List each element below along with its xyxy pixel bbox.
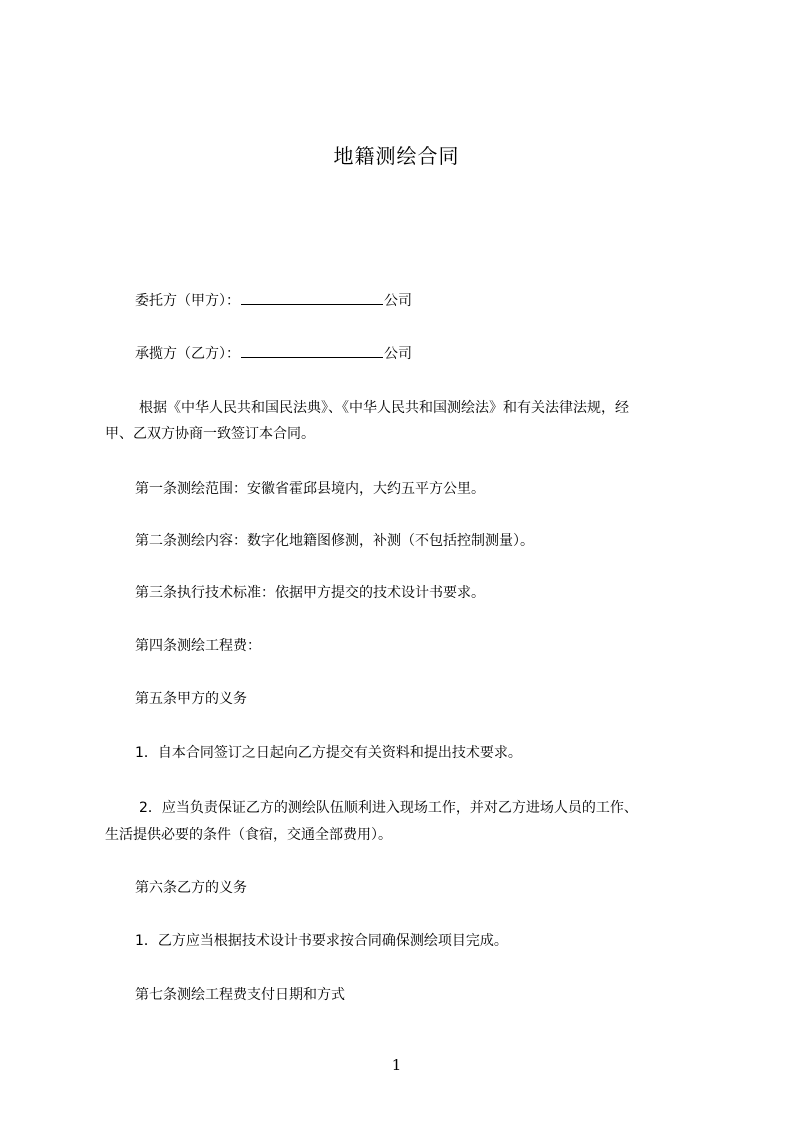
article-1: 第一条测绘范围：安徽省霍邱县境内，大约五平方公里。	[135, 481, 485, 497]
article-3: 第三条执行技术标准：依据甲方提交的技术设计书要求。	[135, 585, 485, 601]
article-2: 第二条测绘内容：数字化地籍图修测，补测（不包括控制测量）。	[135, 533, 534, 549]
article-5-item-1: 1．自本合同签订之日起向乙方提交有关资料和提出技术要求。	[135, 745, 522, 761]
article-5-item-2-line-2: 生活提供必要的条件（食宿，交通全部费用）。	[105, 827, 392, 843]
article-5-item-2-line-1: 2．应当负责保证乙方的测绘队伍顺利进入现场工作，并对乙方进场人员的工作、	[139, 800, 638, 816]
preamble-line-1: 根据《中华人民共和国民法典》、《中华人民共和国测绘法》和有关法律法规，经	[139, 400, 629, 416]
document-title: 地籍测绘合同	[333, 144, 460, 168]
party-a-label: 委托方（甲方）：	[135, 293, 240, 309]
article-6-item-1: 1．乙方应当根据技术设计书要求按合同确保测绘项目完成。	[135, 933, 508, 949]
party-b-blank	[241, 344, 383, 358]
article-4: 第四条测绘工程费：	[135, 638, 261, 654]
article-5: 第五条甲方的义务	[135, 691, 247, 707]
party-a-blank	[241, 291, 383, 305]
article-6: 第六条乙方的义务	[135, 880, 247, 896]
page-number: 1	[391, 1056, 402, 1074]
party-a-suffix: 公司	[384, 293, 412, 309]
party-b-line	[135, 344, 412, 363]
party-b-label: 承揽方（乙方）：	[135, 346, 240, 362]
party-a-line	[135, 291, 412, 310]
article-7: 第七条测绘工程费支付日期和方式	[135, 987, 345, 1003]
preamble-line-2: 甲、乙双方协商一致签订本合同。	[105, 426, 315, 442]
party-b-suffix: 公司	[384, 346, 412, 362]
